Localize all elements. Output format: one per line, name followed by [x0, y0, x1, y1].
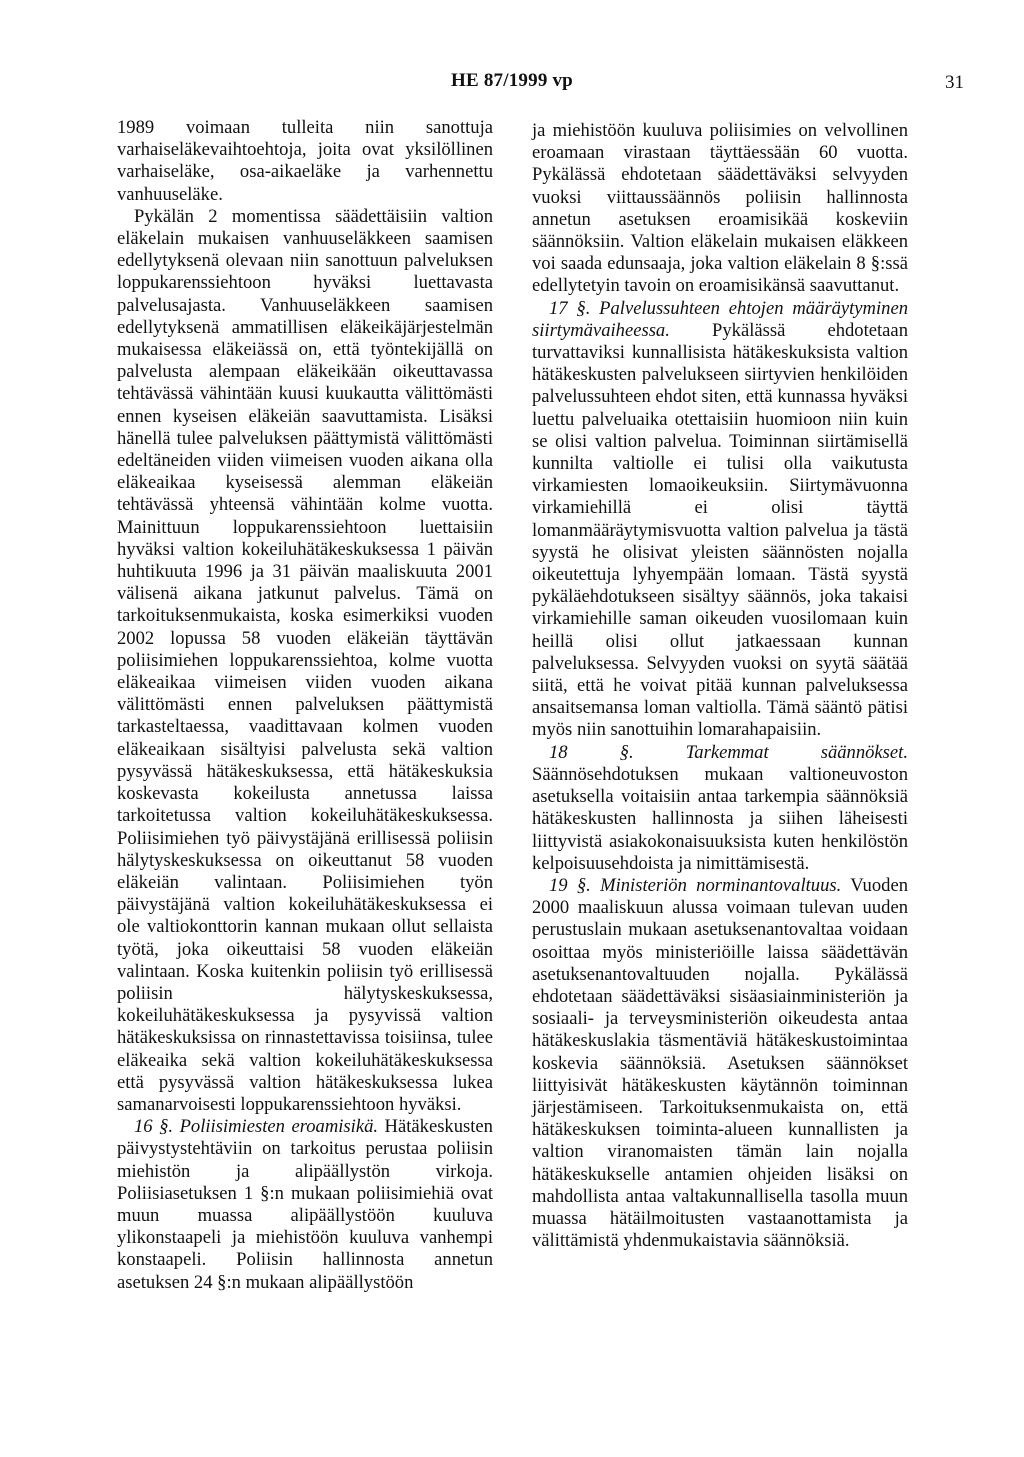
section-text: Vuoden 2000 maaliskuun alussa voimaan tulevan uuden perustuslain mukaan asetuksenantovaltaa voidaan osoittaa myös ministeriöille laissa säädettävän asetuksenantovaltuuden nojalla. Pykälässä ehdotetaan säädettäväksi sisäasiainministeriön ja sosiaali- ja terveysministeriön oikeudesta antaa hätäkeskuslakia täsmentäviä hätäkeskustoimintaa koskevia säännöksiä. Asetuksen säännökset liittyisivät hätäkeskusten käytännön toiminnan järjestämiseen. Tarkoituksenmukaista on, että hätäkeskuksen toiminta-alueen kunnallisten ja valtion viranomaisten tämän lain nojalla hätäkeskukselle antamien ohjeiden lisäksi on mahdollista antaa valtakunnallisella tasolla muun muassa hätäilmoitusten vastaanottamista ja välittämistä yhdenmukaistavia säännöksiä.: [532, 874, 908, 1252]
section-heading: 16 §. Poliisimiesten eroamisikä.: [134, 1116, 379, 1138]
page-header-title: HE 87/1999 vp: [451, 70, 573, 91]
section-heading: 17 §. Palvelussuhteen ehtojen määräytyminen siirtymävaiheessa.: [532, 297, 908, 341]
paragraph: 1989 voimaan tulleita niin sanottuja varhaiseläkevaihtoehtoja, joita ovat yksilöllinen varhaiseläke, osa-aikaeläke ja varhennettu vanhuuseläke.: [117, 117, 493, 205]
section-17-paragraph: [532, 298, 908, 742]
section-16-paragraph: [117, 1116, 493, 1294]
section-text: Pykälässä ehdotetaan turvattaviksi kunnallisista hätäkeskuksista valtion hätäkeskusten palvelukseen siirtyvien henkilöiden palvelussuhteen ehdot siten, että kunnassa hyväksi luettu palveluaika otettaisiin huomioon niin kuin se olisi valtion palvelua. Toiminnan siirtämisellä kunnilta valtiolle ei tulisi olla vaikutusta virkamiesten lomaoikeuksiin. Siirtymävuonna virkamiehillä ei olisi täyttä lomanmääräytymisvuotta valtion palvelua ja tästä syystä he olisivat yleisten säännösten nojalla oikeutettuja lyhyempään lomaan. Tästä syystä pykäläehdotukseen sisältyy säännös, joka takaisi virkamiehille saman oikeuden vuosilomaan kuin heillä olisi ollut jatkaessaan kunnan palveluksessa. Selvyyden vuoksi on syytä säätää siitä, että he voivat pitää kunnan palveluksessa ansaitsemansa loman valtiolla. Tämä sääntö pätisi myös niin sanottuihin lomarahapaisiin.: [532, 319, 908, 741]
section-18-paragraph: [532, 742, 908, 875]
right-column: [532, 120, 908, 1252]
section-heading: 19 §. Ministeriön norminantovaltuus.: [549, 874, 842, 896]
section-heading: 18 §. Tarkemmat säännökset.: [549, 741, 908, 763]
left-column: [117, 117, 493, 1294]
section-19-paragraph: [532, 875, 908, 1252]
page-number: 31: [945, 72, 964, 93]
paragraph: Pykälän 2 momentissa säädettäisiin valtion eläkelain mukaisen vanhuuseläkkeen saamisen edellytyksenä olevaan niin sanottuun palveluksen loppukarenssiehtoon hyväksi luettavasta palvelusajasta. Vanhuuseläkkeen saamisen edellytyksenä ammatillisen eläkeikäjärjestelmän mukaisessa eläkeiässä on, että työntekijällä on palvelusta alempaan eläkeikään oikeuttavassa tehtävässä vähintään kuusi kuukautta välittömästi ennen kyseisen eläkeiän saavuttamista. Lisäksi hänellä tulee palveluksen päättymistä välittömästi edeltäneiden viiden viimeisen vuoden aikana olla eläkeaikaa kyseisessä alemman eläkeiän tehtävässä yhteensä vähintään kolme vuotta. Mainittuun loppukarenssiehtoon luettaisiin hyväksi valtion kokeiluhätäkeskuksessa 1 päivän huhtikuuta 1996 ja 31 päivän maaliskuuta 2001 välisenä aikana jatkunut palvelus. Tämä on tarkoituksenmukaista, koska esimerkiksi vuoden 2002 lopussa 58 vuoden eläkeiän täyttävän poliisimiehen loppukarenssiehtoa, kolme vuotta eläkeaikaa viimeisen viiden vuoden aikana välittömästi ennen palveluksen päättymistä tarkasteltaessa, vaadittavaan kolmen vuoden eläkeaikaan sisältyisi palvelusta sekä valtion pysyvässä hätäkeskuksessa, että hätäkeskuksia koskevasta kokeilusta annetussa laissa tarkoitetussa valtion kokeiluhätäkeskuksessa. Poliisimiehen työ päivystäjänä erillisessä poliisin hälytyskeskuksessa on oikeuttanut 58 vuoden eläkeiän valintaan. Poliisimiehen työn päivystäjänä valtion kokeiluhätäkeskuksessa ei ole valtiokonttorin kannan mukaan ollut sellaista työtä, joka oikeuttaisi 58 vuoden eläkeiän valintaan. Koska kuitenkin poliisin työ erillisessä poliisin hälytyskeskuksessa, kokeiluhätäkeskuksessa ja pysyvissä valtion hätäkeskuksissa on rinnastettavissa toisiinsa, tulee eläkeaika sekä valtion kokeiluhätäkeskuksessa että pysyvässä valtion hätäkeskuksessa lukea samanarvoisesti loppukarenssiehtoon hyväksi.: [117, 205, 493, 1115]
section-text: Hätäkeskusten päivystystehtäviin on tarkoitus perustaa poliisin miehistön ja alipäällystön virkoja. Poliisiasetuksen 1 §:n mukaan poliisimiehiä ovat muun muassa alipäällystöön kuuluva ylikonstaapeli ja miehistöön kuuluva vanhempi konstaapeli. Poliisin hallinnosta annetun asetuksen 24 §:n mukaan alipäällystöön: [117, 1116, 493, 1293]
paragraph: ja miehistöön kuuluva poliisimies on velvollinen eroamaan virastaan täyttäessään 60 vuotta. Pykälässä ehdotetaan säädettäväksi selvyyden vuoksi viittaussäännös poliisin hallinnosta annetun asetuksen eroamisikää koskeviin säännöksiin. Valtion eläkelain mukaisen eläkkeen voi saada edunsaaja, joka valtion eläkelain 8 §:ssä edellytetyin tavoin on eroamisikänsä saavuttanut.: [532, 120, 908, 297]
section-text: Säännösehdotuksen mukaan valtioneuvoston asetuksella voitaisiin antaa tarkempia säännöksiä hätäkeskusten hallinnosta ja siihen läheisesti liittyvistä asiakokonaisuuksista kuten henkilöstön kelpoisuusehdoista ja nimittämisestä.: [532, 763, 908, 874]
